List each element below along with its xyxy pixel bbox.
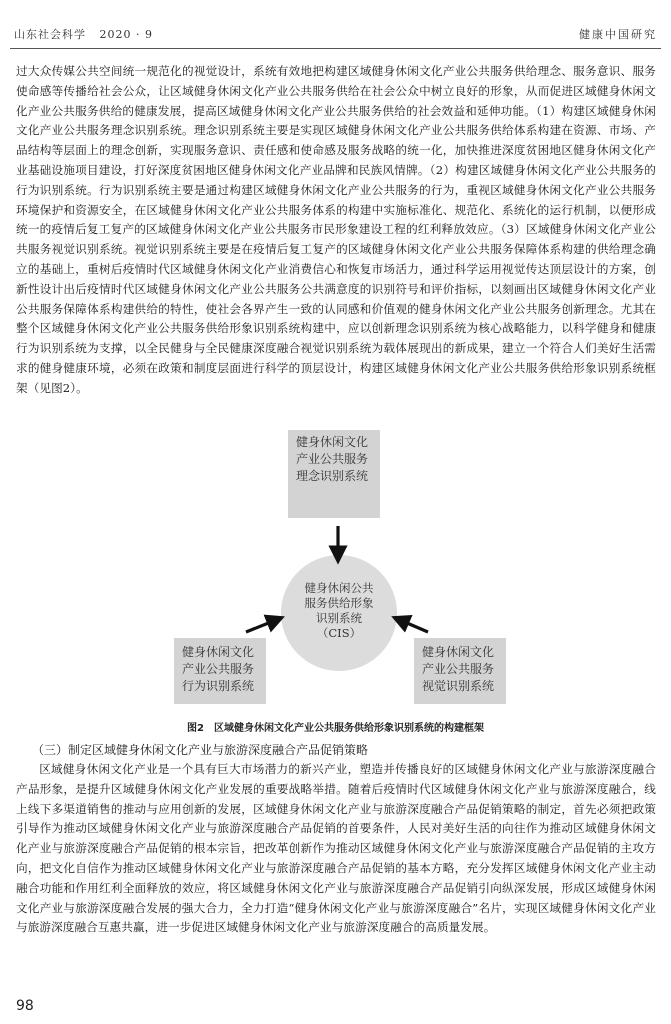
figure-caption-number: 图2 <box>187 723 204 734</box>
figure-caption-text: 区域健身休闲文化产业公共服务供给形象识别系统的构建框架 <box>213 723 484 734</box>
section-heading: （三）制定区域健身休闲文化产业与旅游深度融合产品促销策略 <box>32 743 369 757</box>
figure-box-visual-identity: 健身休闲文化产业公共服务视觉识别系统 <box>414 638 506 704</box>
figure-center-circle: 健身休闲公共服务供给形象识别系统（CIS） <box>281 555 397 671</box>
journal-name: 山东社会科学 <box>14 28 86 41</box>
body-paragraph-2: 区域健身休闲文化产业是一个具有巨大市场潜力的新兴产业，塑造并传播良好的区域健身休闲文化产业与旅游深度融合产品形象，是提升区域健身休闲文化产业发展的重要战略举措。随着后疫情时代区域健身休闲文化产业与旅游深度融合，线上线下多渠道销售的推动与应用创新的发展，区域健身休闲文化产业与旅游深度融合产品促销策略的制定，首先必须把政策引导作为推动区域健身休闲文化产业与旅游深度融合产品促销的首要条件，人民对美好生活的向往作为推动区域健身休闲文化产业与旅游深度融合产品促销的根本宗旨，把改革创新作为推动区域健身休闲文化产业与旅游深度融合产品促销的主攻方向，把文化自信作为推动区域健身休闲文化产业与旅游深度融合产品促销的基本方略，充分发挥区域健身休闲文化产业主动融合功能和作用红利全面释放的效应，将区域健身休闲文化产业与旅游深度融合产品促销引向纵深发展，形成区域健身休闲文化产业与旅游深度融合发展的强大合力，全力打造“健身休闲文化产业与旅游深度融合”名片，实现区域健身休闲文化产业与旅游深度融合互惠共赢，进一步促进区域健身休闲文化产业与旅游深度融合的高质量发展。 <box>16 762 656 935</box>
figure-box-concept-identity: 健身休闲文化产业公共服务理念识别系统 <box>288 430 380 518</box>
figure-caption <box>0 719 671 734</box>
column-name: 健康中国研究 <box>579 28 657 41</box>
page-number: 98 <box>16 998 34 1014</box>
arrow-up-right-icon <box>246 620 276 632</box>
arrow-up-left-icon <box>400 620 428 632</box>
issue-number: 2020 · 9 <box>99 28 153 41</box>
body-paragraph-1: 过大众传媒公共空间统一规范化的视觉设计，系统有效地把构建区域健身休闲文化产业公共服务供给理念、服务意识、服务使命感等传播给社会公众，让区域健身休闲文化产业公共服务供给在社会公众中树立良好的形象，从而促进区域健身休闲文化产业公共服务供给的健康发展，提高区域健身休闲文化产业公共服务供给的社会效益和延伸功能。（1）构建区域健身休闲文化产业公共服务理念识别系统。理念识别系统主要是实现区域健身休闲文化产业公共服务供给体系构建在资源、市场、产品结构等层面上的理念创新，实现服务意识、责任感和使命感及服务战略的统一化，加快推进深度贫困地区健身休闲文化产业基础设施项目建设，打好深度贫困地区健身休闲文化产业品牌和民族风情牌。（2）构建区域健身休闲文化产业公共服务的行为识别系统。行为识别系统主要是通过构建区域健身休闲文化产业公共服务的行为，重视区域健身休闲文化产业公共服务环境保护和资源安全，在区域健身休闲文化产业公共服务体系的构建中实施标准化、规范化、系统化的运行机制，以便形成统一的疫情后复工复产的区域健身休闲文化产业公共服务市民形象建设工程的红利释放效应。（3）区域健身休闲文化产业公共服务视觉识别系统。视觉识别系统主要是在疫情后复工复产的区域健身休闲文化产业公共服务保障体系构建的供给理念确立的基础上，重树后疫情时代区域健身休闲文化产业消费信心和恢复市场活力，通过科学运用视觉传达顶层设计的方案，创新性设计出后疫情时代区域健身休闲文化产业公共服务公共满意度的识别符号和评价指标，以刻画出区域健身休闲文化产业公共服务保障体系构建供给的特性，使社会各界产生一致的认同感和价值观的健身休闲文化产业公共服务创新理念。尤其在整个区域健身休闲文化产业公共服务供给形象识别系统构建中，应以创新理念识别系统为核心战略能力，以科学健身和健康行为识别系统为支撑，以全民健身与全民健康深度融合视觉识别系统为载体展现出的新成果，建立一个符合人们美好生活需求的健身健康环境，必须在政策和制度层面进行科学的顶层设计，构建区域健身休闲文化产业公共服务供给形象识别系统框架（见图2）。 <box>16 64 656 395</box>
figure-box-behavior-identity: 健身休闲文化产业公共服务行为识别系统 <box>174 638 266 704</box>
